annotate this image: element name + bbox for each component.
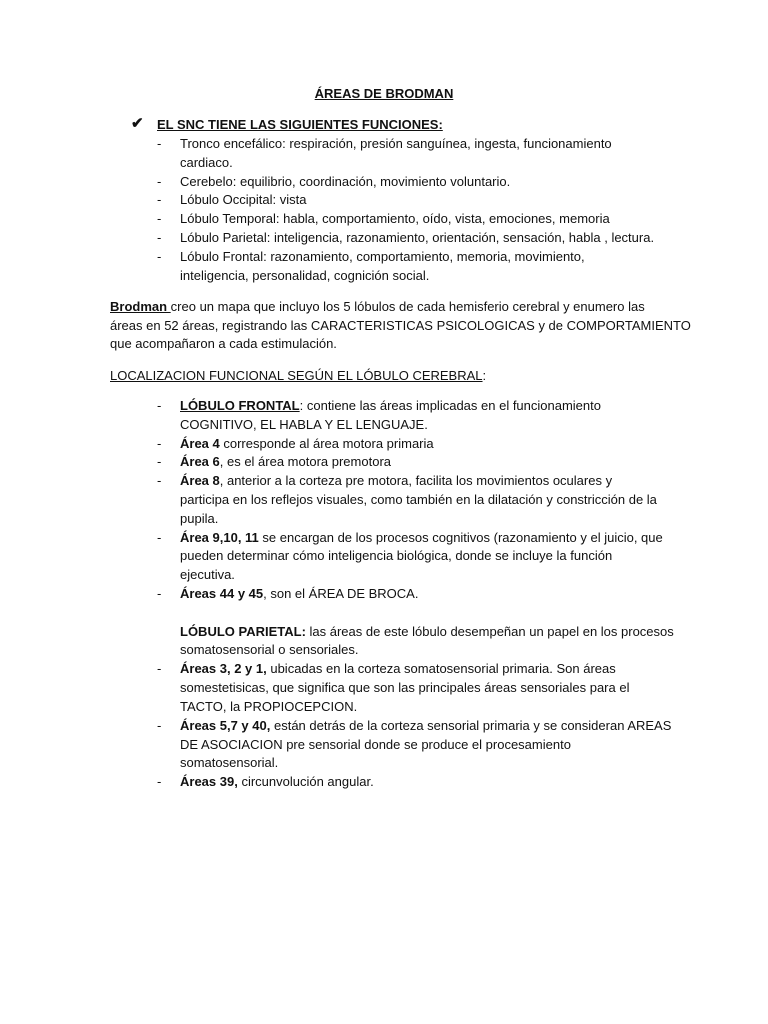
list-item-continuation: pueden determinar cómo inteligencia biológica, donde se incluye la función <box>180 548 613 563</box>
area-item: Área 6, es el área motora premotora <box>180 454 391 469</box>
area-item: Áreas 39, circunvolución angular. <box>180 774 374 789</box>
list-item-continuation: inteligencia, personalidad, cognición social. <box>180 268 430 283</box>
checkmark-icon: ✔ <box>131 115 144 132</box>
list-item: Tronco encefálico: respiración, presión sanguínea, ingesta, funcionamiento <box>180 136 612 151</box>
frontal-lobe-item: LÓBULO FRONTAL: contiene las áreas implicadas en el funcionamiento <box>180 398 601 413</box>
list-item-continuation: cardiaco. <box>180 155 233 170</box>
area-item: Área 4 corresponde al área motora primaria <box>180 436 434 451</box>
bullet-dash: - <box>157 249 162 264</box>
bullet-dash: - <box>157 192 162 207</box>
area-item: Áreas 44 y 45, son el ÁREA DE BROCA. <box>180 586 419 601</box>
bullet-dash: - <box>157 454 162 469</box>
brodman-paragraph-line: áreas en 52 áreas, registrando las CARACTERISTICAS PSICOLOGICAS y de COMPORTAMIENTO <box>110 318 691 333</box>
list-item: Cerebelo: equilibrio, coordinación, movimiento voluntario. <box>180 174 511 189</box>
list-item-continuation: COGNITIVO, EL HABLA Y EL LENGUAJE. <box>180 417 428 432</box>
list-item-continuation: DE ASOCIACION pre sensorial donde se produce el procesamiento <box>180 737 571 752</box>
area-item: Áreas 5,7 y 40, están detrás de la corteza sensorial primaria y se consideran AREAS <box>180 718 672 733</box>
area-item: Áreas 3, 2 y 1, ubicadas en la corteza somatosensorial primaria. Son áreas <box>180 661 616 676</box>
list-item-continuation: somatosensorial. <box>180 755 279 770</box>
list-item-continuation: pupila. <box>180 511 219 526</box>
bullet-dash: - <box>157 398 162 413</box>
snc-heading: EL SNC TIENE LAS SIGUIENTES FUNCIONES: <box>157 117 443 132</box>
bullet-dash: - <box>157 211 162 226</box>
bullet-dash: - <box>157 473 162 488</box>
bullet-dash: - <box>157 586 162 601</box>
bullet-dash: - <box>157 174 162 189</box>
list-item-continuation: somatosensorial o sensoriales. <box>180 642 359 657</box>
list-item: Lóbulo Temporal: habla, comportamiento, oído, vista, emociones, memoria <box>180 211 610 226</box>
bullet-dash: - <box>157 436 162 451</box>
area-item: Área 8, anterior a la corteza pre motora, facilita los movimientos oculares y <box>180 473 613 488</box>
bullet-dash: - <box>157 530 162 545</box>
list-item: Lóbulo Parietal: inteligencia, razonamiento, orientación, sensación, habla , lectura. <box>180 230 655 245</box>
parietal-lobe-item: LÓBULO PARIETAL: las áreas de este lóbulo desempeñan un papel en los procesos <box>180 624 674 639</box>
area-item: Área 9,10, 11 se encargan de los procesos cognitivos (razonamiento y el juicio, que <box>180 530 663 545</box>
localizacion-heading: LOCALIZACION FUNCIONAL SEGÚN EL LÓBULO CEREBRAL: <box>110 368 487 383</box>
brodman-name: Brodman <box>110 299 171 314</box>
list-item-continuation: ejecutiva. <box>180 567 235 582</box>
brodman-paragraph-line: que acompañaron a cada estimulación. <box>110 336 337 351</box>
list-item: Lóbulo Frontal: razonamiento, comportamiento, memoria, movimiento, <box>180 249 585 264</box>
bullet-dash: - <box>157 136 162 151</box>
bullet-dash: - <box>157 774 162 789</box>
document-title: ÁREAS DE BRODMAN <box>314 86 454 101</box>
list-item: Lóbulo Occipital: vista <box>180 192 307 207</box>
list-item-continuation: participa en los reflejos visuales, como también en la dilatación y constricción de la <box>180 492 657 507</box>
brodman-paragraph-line: Brodman creo un mapa que incluyo los 5 lóbulos de cada hemisferio cerebral y enumero las <box>110 299 645 314</box>
list-item-continuation: somestetisicas, que significa que son las principales áreas sensoriales para el <box>180 680 630 695</box>
bullet-dash: - <box>157 661 162 676</box>
list-item-continuation: TACTO, la PROPIOCEPCION. <box>180 699 358 714</box>
bullet-dash: - <box>157 230 162 245</box>
bullet-dash: - <box>157 718 162 733</box>
